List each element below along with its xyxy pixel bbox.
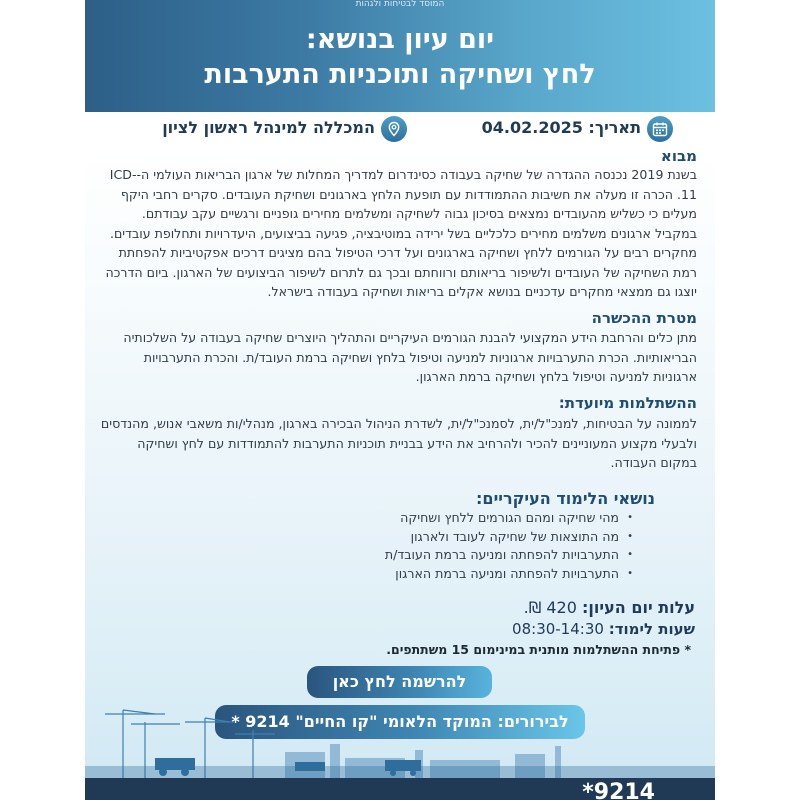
bullet-icon: • — [627, 549, 633, 560]
topic-item — [385, 528, 633, 547]
poster-title-line-2: לחץ ושחיקה ותוכניות התערבות — [204, 59, 596, 90]
audience-heading: ההשתלמות מיועדת: — [558, 394, 697, 412]
inquiry-hotline-button[interactable]: לבירורים: המוקד הלאומי "קו החיים" 9214 * — [215, 705, 585, 739]
intro-heading: מבוא — [660, 147, 697, 165]
footer-hotline-number: *9214 — [582, 780, 655, 800]
bullet-icon: • — [627, 512, 633, 523]
topic-item-text: מה התוצאות של שחיקה לעובד ולארגון — [410, 528, 619, 544]
price-info — [524, 598, 695, 617]
register-button[interactable]: להרשמה לחץ כאן — [307, 666, 492, 698]
price-value: 420 ₪. — [523, 598, 577, 617]
hours-info — [512, 620, 695, 638]
poster-title-line-1: יום עיון בנושא: — [305, 24, 495, 55]
topic-item-text: מהי שחיקה ומהם הגורמים ללחץ ושחיקה — [400, 510, 619, 525]
price-label: עלות יום העיון: — [582, 598, 695, 617]
organization-line: המוסד לבטיחות ולגהות — [355, 0, 445, 8]
bullet-icon: • — [627, 530, 633, 542]
hours-label: שעות לימוד: — [608, 620, 695, 638]
event-date: תאריך: 04.02.2025 — [481, 118, 641, 137]
poster-header — [85, 0, 715, 112]
audience-paragraph: לממונה על הבטיחות, למנכ"ל/ית, לסמנכ"ל/ית, לשדרת הניהול הבכירה בארגון, מנהלי/ות משאבי אנוש, מהנדסים ולבעלי מקצוע המעוניינים להכיר ולהרחיב את הידע בבניית תוכניות התערבות להתמודדות עם לחץ ושחיקה במקום העבודה. — [100, 416, 697, 470]
bullet-icon: • — [627, 567, 633, 579]
topic-item — [385, 509, 633, 528]
topic-item — [385, 565, 633, 584]
calendar-icon — [647, 116, 673, 142]
industrial-skyline-illustration — [85, 700, 715, 780]
goal-paragraph: מתן כלים והרחבת הידע המקצועי להבנת הגורמים העיקריים והתהליך היוצרים שחיקה בעבודה על השלכותיה הבריאותיות. הכרת התערבויות ארגוניות למניעה וטיפול בלחץ ושחיקה ברמת העובד/ת. והכרת התערבויות ארגוניות למניעה וטיפול בלחץ ושחיקה ברמת הארגון. — [123, 330, 697, 384]
topic-item-text: התערבויות להפחתה ומניעה ברמת הארגון — [395, 565, 619, 581]
location-pin-icon — [381, 116, 407, 142]
topic-item — [384, 546, 633, 565]
intro-paragraph: בשנת 2019 נכנסה ההגדרה של שחיקה בעבודה כסינדרום למדריך המחלות של ארגון הבריאות העולמי ה-ICD-11. הכרה זו מעלה את חשיבות ההתמודדות עם תופעת הלחץ בארגונים ושחיקת העובדים. סקרים רחבי היקף מעלים כי כשליש מהעובדים נמצאים בסיכון גבוה לשחיקה ומשלמים מחירים גופניים ורגשיים עקב עבודתם. במקביל ארגונים משלמים מחירים כלכליים בשל ירידה במוטיבציה, פגיעה בביצועים, היעדרויות ותחלופת עובדים. מחקרים רבים על הגורמים ללחץ ושחיקה בארגונים ועל דרכי הטיפול בהם מציגים דרכים אפקטיביות להפחתת רמת השחיקה של העובדים ולשיפור בריאותם ורווחתם ובכך גם לתרום לשיפור הביצועים של הארגון. ביום הדרכה יוצגו גם ממצאי מחקרים עדכניים בנושא אקלים בריאות ושחיקה בעבודה בישראל. — [105, 167, 697, 299]
event-poster — [85, 0, 715, 800]
goal-heading: מטרת ההכשרה — [591, 309, 697, 327]
footer-bar — [85, 778, 715, 800]
topic-item-text: התערבויות להפחתה ומניעה ברמת העובד/ת — [384, 547, 619, 562]
minimum-participants-note: * פתיחת ההשתלמות מותנית במינימום 15 משתתפים. — [386, 642, 691, 657]
hours-value: 08:30-14:30 — [512, 620, 604, 638]
topics-list — [384, 509, 633, 583]
topics-heading: נושאי הלימוד העיקריים: — [476, 489, 655, 508]
event-location: המכללה למינהל ראשון לציון — [162, 118, 375, 137]
